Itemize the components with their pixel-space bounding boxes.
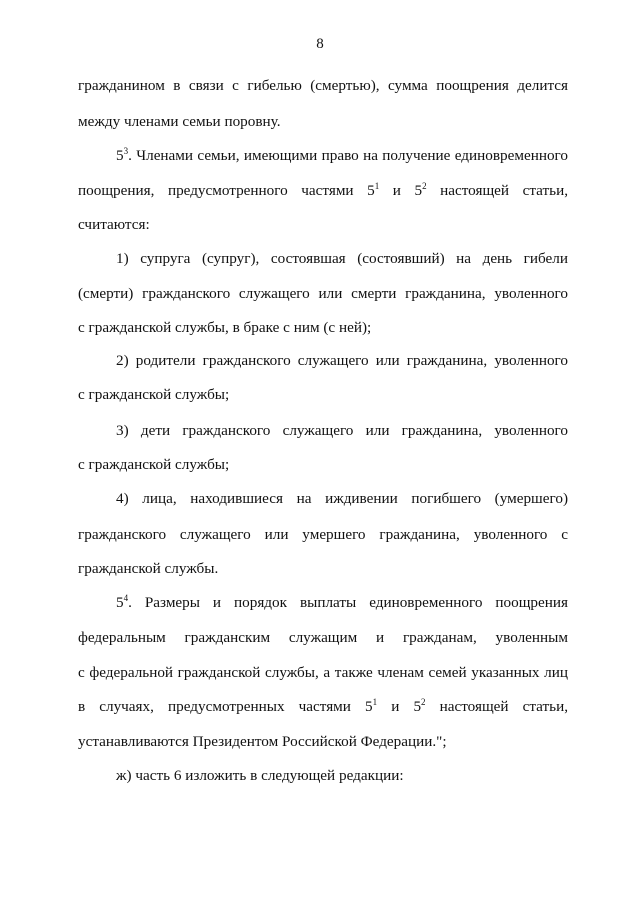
- text-segment: настоящей статьи,: [440, 182, 568, 199]
- text-line: (смерти) гражданского служащего или смерти гражданина, уволенного: [78, 285, 568, 302]
- text-segment: . Размеры и порядок выплаты единовременного поощрения: [128, 594, 568, 611]
- text-line: гражданского служащего или умершего гражданина, уволенного с: [78, 526, 568, 543]
- text-segment: поощрения, предусмотренного частями: [78, 182, 354, 199]
- part-number: 5: [116, 147, 124, 164]
- text-line: с гражданской службы, в браке с ним (с ней);: [78, 319, 372, 336]
- list-item-line: 1) супруга (супруг), состоявшая (состоявший) на день гибели: [116, 250, 568, 267]
- part-reference: $5^2$: [413, 697, 426, 715]
- list-item-line: 2) родители гражданского служащего или гражданина, уволенного: [116, 352, 568, 369]
- text-segment: настоящей статьи,: [439, 698, 569, 715]
- text-line: с гражданской службы;: [78, 456, 230, 473]
- part-superscript: 3: [123, 146, 129, 156]
- text-line: с гражданской службы;: [78, 386, 230, 403]
- text-line: считаются:: [78, 216, 150, 233]
- text-line: с федеральной гражданской службы, а также членам семей указанных лиц: [78, 664, 568, 681]
- part-reference: $5^1$: [365, 697, 378, 715]
- list-item-line: 4) лица, находившиеся на иждивении погибшего (умершего): [116, 490, 568, 507]
- list-item-line: 3) дети гражданского служащего или гражданина, уволенного: [116, 422, 568, 439]
- text-segment: и: [391, 698, 400, 715]
- part-superscript: 4: [123, 593, 129, 603]
- paragraph-5-4-line: [116, 594, 568, 612]
- list-item-line: ж) часть 6 изложить в следующей редакции:: [116, 767, 404, 784]
- text-line: [78, 698, 568, 716]
- text-segment: в случаях, предусмотренных частями: [78, 698, 351, 715]
- part-reference: $5^1$: [367, 181, 380, 199]
- part-reference: $5^2$: [414, 181, 427, 199]
- text-line: [78, 182, 568, 200]
- text-line: федеральным гражданским служащим и гражданам, уволенным: [78, 629, 568, 646]
- text-line: гражданином в связи с гибелью (смертью), сумма поощрения делится: [78, 77, 568, 94]
- text-segment: и: [392, 182, 401, 199]
- page-number: 8: [316, 36, 324, 52]
- part-number: 5: [116, 594, 124, 611]
- text-line: между членами семьи поровну.: [78, 113, 281, 130]
- text-line: устанавливаются Президентом Российской Федерации.";: [78, 733, 447, 750]
- text-segment: . Членами семьи, имеющими право на получение единовременного: [128, 147, 568, 164]
- text-line: гражданской службы.: [78, 560, 219, 577]
- paragraph-5-3-line: [116, 147, 568, 165]
